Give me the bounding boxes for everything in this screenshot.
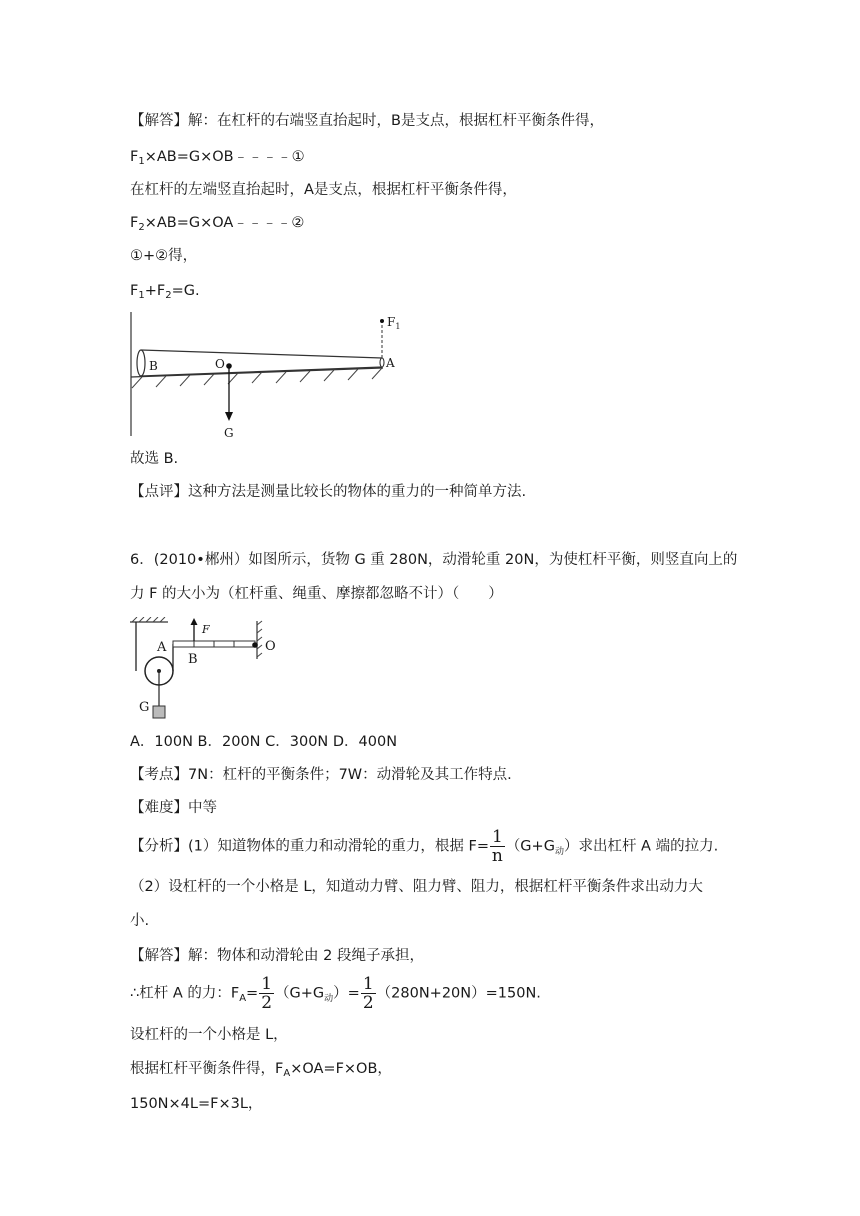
equation-1	[130, 146, 305, 170]
fa-d: ）=	[333, 985, 360, 1002]
fenxi-b: （G+G	[505, 838, 555, 855]
eq2-sub: 2	[138, 222, 145, 233]
force-a-equation	[130, 975, 541, 1014]
fenxi-line-2: （2）设杠杆的一个小格是 L，知道动力臂、阻力臂、阻力，根据杠杆平衡条件求出动力大	[130, 879, 703, 895]
lever-figure-1	[128, 310, 418, 442]
eq2-f: F	[130, 215, 139, 231]
pingheng-a: 根据杠杆平衡条件得，F	[130, 1061, 284, 1077]
nandu-text: 【难度】中等	[130, 800, 217, 816]
answer-options: A．100N B．200N C．300N D．400N	[130, 734, 398, 750]
fraction-half-1	[259, 975, 274, 1012]
balance-equation	[130, 1058, 392, 1082]
frac-num: 1	[362, 974, 374, 994]
eq1-f: F	[130, 149, 139, 165]
frac-den: 2	[362, 993, 374, 1013]
fenxi-c: ）求出杠杆 A 端的拉力.	[563, 838, 719, 855]
fa-dong: 动	[324, 993, 334, 1004]
fraction-1-over-n	[490, 828, 505, 865]
combine-text: ①+②得，	[130, 248, 198, 264]
label-f1: $F_1$	[387, 315, 401, 331]
fenxi-dong: 动	[554, 846, 564, 857]
fa-b: =	[246, 985, 259, 1002]
eq2-rest: ×AB=G×OA﹣﹣﹣﹣②	[144, 215, 305, 231]
answer-intro: 【解答】解：在杠杆的右端竖直抬起时，B是支点，根据杠杆平衡条件得，	[130, 113, 604, 129]
fenxi-line-1	[130, 828, 718, 867]
label-b: B	[188, 652, 198, 667]
label-b: B	[149, 359, 158, 373]
res-s2: 2	[165, 290, 172, 301]
result-equation	[130, 280, 200, 304]
left-lift-text: 在杠杆的左端竖直抬起时，A是支点，根据杠杆平衡条件得，	[130, 182, 517, 198]
frac-den: n	[491, 846, 503, 866]
res-f1: F	[130, 283, 139, 299]
q6-line-1: 6．(2010•郴州）如图所示，货物 G 重 280N，动滑轮重 20N，为使杠杆平衡，则竖直向上的	[130, 552, 738, 568]
pulley-lever-figure	[128, 617, 288, 723]
pingheng-b: ×OA=F×OB，	[290, 1061, 392, 1077]
label-f: F	[202, 623, 210, 636]
unit-l-text: 设杠杆的一个小格是 L，	[130, 1027, 288, 1043]
res-s1: 1	[138, 290, 145, 301]
final-equation: 150N×4L=F×3L，	[130, 1096, 263, 1112]
fa-c: （G+G	[275, 985, 325, 1002]
frac-den: 2	[261, 993, 273, 1013]
pingheng-sub: A	[283, 1068, 291, 1079]
q6-line-2: 力 F 的大小为（杠杆重、绳重、摩擦都忽略不计）（ ）	[130, 586, 503, 602]
choose-answer: 故选 B.	[130, 451, 179, 467]
fa-sub: A	[239, 992, 247, 1004]
fraction-half-2	[361, 975, 376, 1012]
fa-a: ∴杠杆 A 的力：F	[130, 985, 240, 1002]
eq1-rest: ×AB=G×OB﹣﹣﹣﹣①	[144, 149, 305, 165]
frac-num: 1	[261, 974, 273, 994]
res-end: =G.	[171, 283, 200, 299]
equation-2	[130, 212, 304, 236]
label-o: O	[265, 639, 276, 654]
fenxi-a: 【分析】(1）知道物体的重力和动滑轮的重力，根据 F=	[130, 838, 489, 855]
frac-num: 1	[491, 827, 503, 847]
label-a: A	[386, 356, 395, 370]
fa-e: （280N+20N）=150N.	[376, 985, 541, 1002]
label-a: A	[157, 640, 167, 655]
res-plus: +F	[144, 283, 166, 299]
comment-text: 【点评】这种方法是测量比较长的物体的重力的一种简单方法.	[130, 484, 527, 500]
label-g: G	[224, 426, 234, 440]
eq1-sub: 1	[138, 156, 145, 167]
label-g: G	[139, 700, 150, 715]
jieda-text: 【解答】解：物体和动滑轮由 2 段绳子承担，	[130, 948, 424, 964]
label-o: O	[215, 357, 225, 371]
kaodian-text: 【考点】7N：杠杆的平衡条件；7W：动滑轮及其工作特点.	[130, 767, 512, 783]
fenxi-line-3: 小.	[130, 913, 150, 929]
